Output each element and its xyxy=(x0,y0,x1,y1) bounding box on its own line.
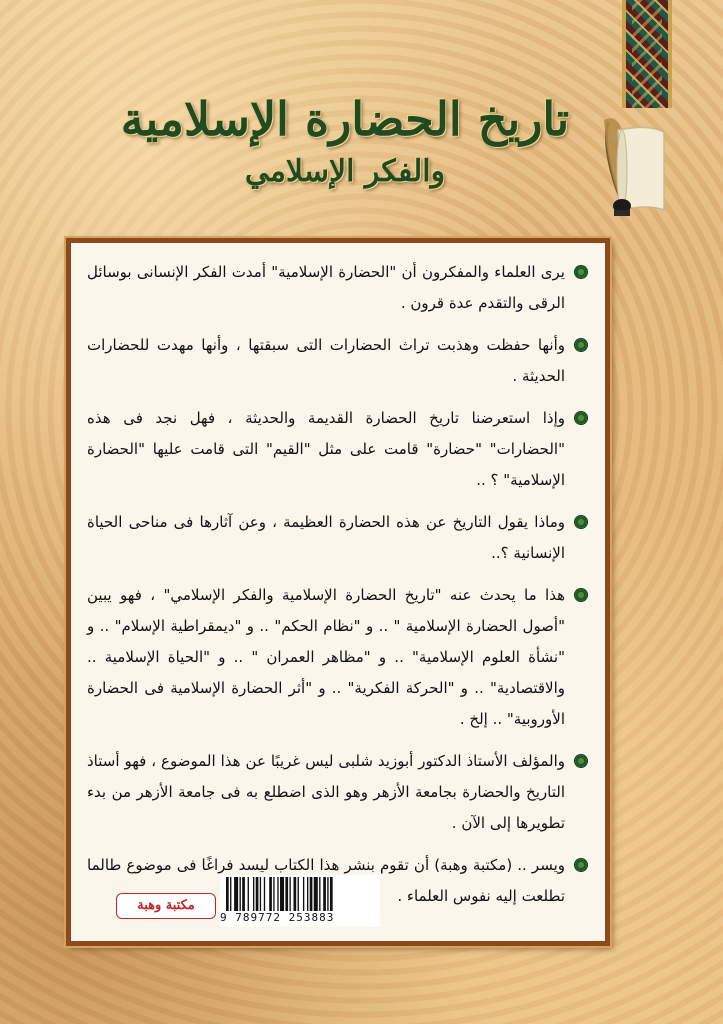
bullet-icon xyxy=(575,412,587,424)
paragraph-2 xyxy=(87,330,587,392)
paragraph-4 xyxy=(87,507,587,569)
paragraph-5 xyxy=(87,580,587,735)
paragraph-text: وماذا يقول التاريخ عن هذه الحضارة العظيمة ، وعن آثارها فى مناحى الحياة الإنسانية ؟.. xyxy=(87,513,565,562)
paragraph-text: هذا ما يحدث عنه "تاريخ الحضارة الإسلامية والفكر الإسلامي" ، فهو يبين "أصول الحضارة الإسلامية " .. و "نظام الحكم" .. و "ديمقراطية الإسلام" .. و "نشأة العلوم الإسلامية" .. و "مظاهر العمران " .. و "الحياة الإسلامية .. والاقتصادية" .. و "الحركة الفكرية" .. و "أثر الحضارة الإسلامية فى الحضارة الأوروبية" .. إلخ . xyxy=(87,586,565,728)
paragraph-text: وإذا استعرضنا تاريخ الحضارة القديمة والحديثة ، فهل نجد فى هذه "الحضارات" "حضارة" قامت على مثل "القيم" التى قامت عليها "الحضارة الإسلامية" ؟ .. xyxy=(87,409,565,489)
cover-title xyxy=(110,88,580,218)
ornament-band xyxy=(622,0,672,108)
bullet-icon xyxy=(575,339,587,351)
bullet-icon xyxy=(575,516,587,528)
paragraph-6 xyxy=(87,746,587,839)
paragraph-3 xyxy=(87,403,587,496)
bullet-icon xyxy=(575,589,587,601)
bullet-icon xyxy=(575,859,587,871)
book-title: تاريخ الحضارة الإسلامية xyxy=(120,92,570,146)
paragraph-text: والمؤلف الأستاذ الدكتور أبوزيد شلبى ليس غريبًا عن هذا الموضوع ، فهو أستاذ التاريخ والحضارة بجامعة الأزهر وهو الذى اضطلع به فى جامعة الأزهر من بدء تطويرها إلى الآن . xyxy=(87,752,565,832)
paragraph-text: ويسر .. (مكتبة وهبة) أن تقوم بنشر هذا الكتاب ليسد فراغًا فى موضوع طالما تطلعت إليه نفوس العلماء . xyxy=(87,856,565,905)
paragraph-1 xyxy=(87,257,587,319)
paragraph-text: وأنها حفظت وهذبت تراث الحضارات التى سبقتها ، وأنها مهدت للحضارات الحديثة . xyxy=(87,336,565,385)
paragraph-text: يرى العلماء والمفكرون أن "الحضارة الإسلامية" أمدت الفكر الإنسانى بوسائل الرقى والتقدم عدة قرون . xyxy=(87,263,565,312)
bullet-icon xyxy=(575,755,587,767)
publisher-logo: مكتبة وهبة xyxy=(116,893,216,919)
barcode-number: 9 789772 253883 xyxy=(220,911,335,924)
quill-scroll-icon xyxy=(598,110,668,225)
description-panel xyxy=(66,238,610,946)
barcode-bars-icon xyxy=(226,877,374,911)
book-subtitle: والفكر الإسلامي xyxy=(244,154,446,189)
isbn-barcode xyxy=(220,875,380,927)
bullet-icon xyxy=(575,266,587,278)
